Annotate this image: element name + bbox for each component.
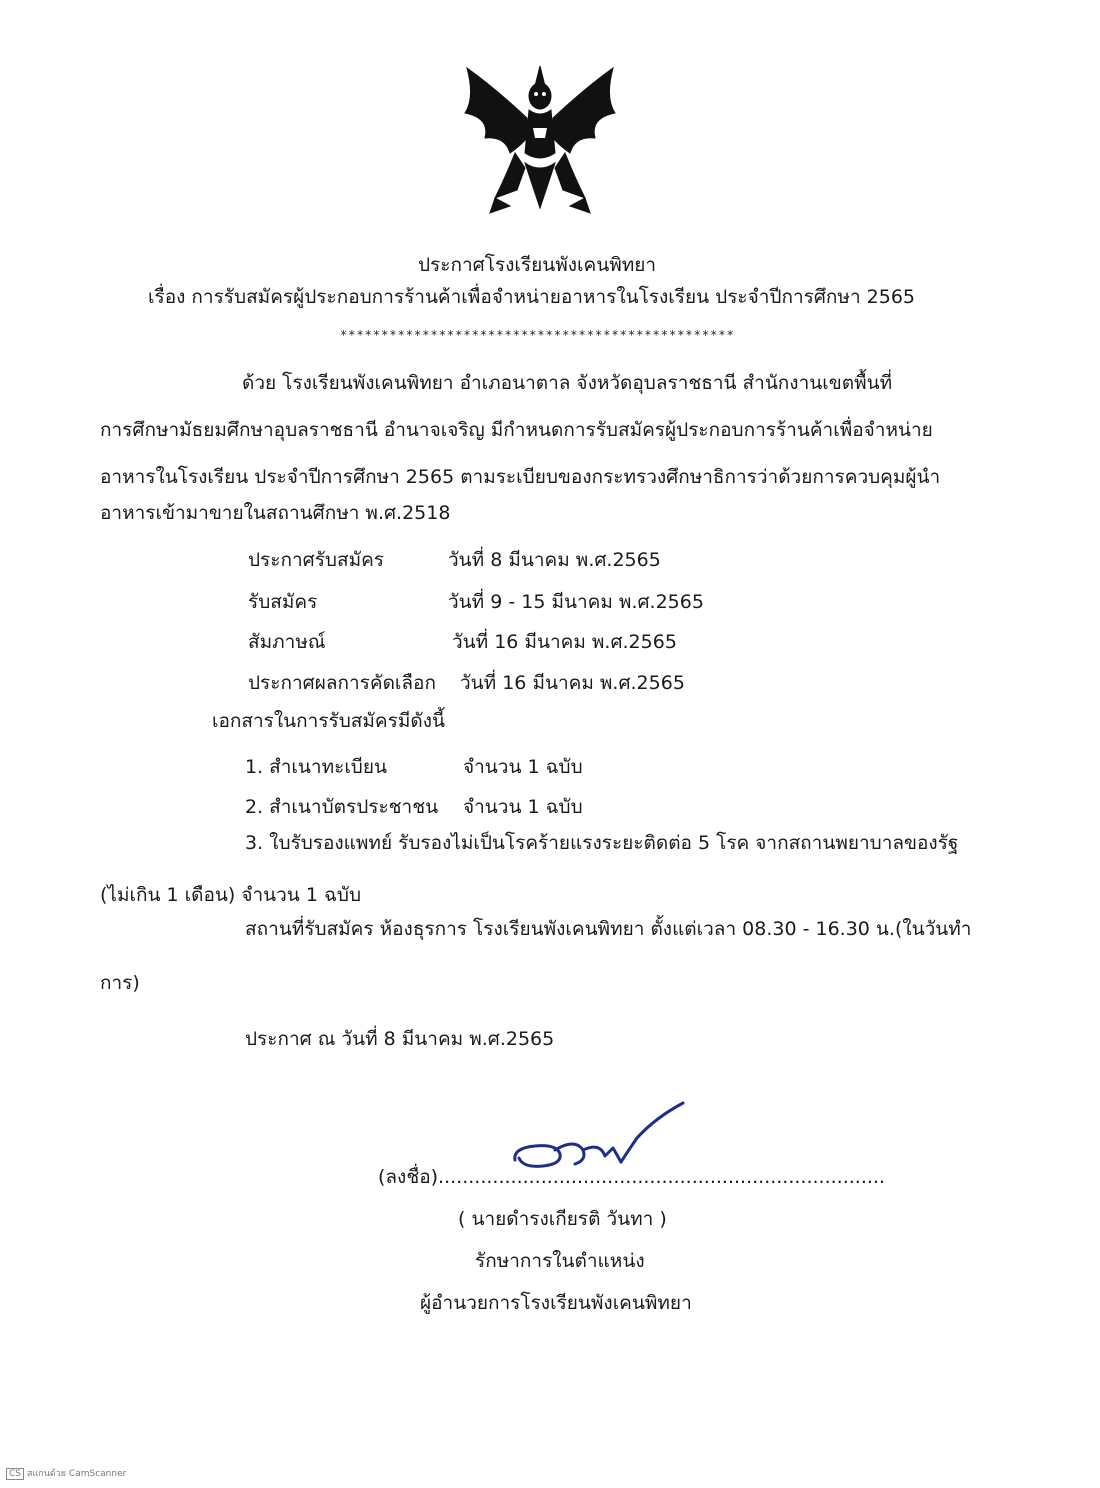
location-line-cont: การ) [100, 972, 140, 994]
schedule-label: รับสมัคร [248, 591, 318, 613]
schedule-value: วันที่ 9 - 15 มีนาคม พ.ศ.2565 [448, 591, 704, 613]
schedule-value: วันที่ 16 มีนาคม พ.ศ.2565 [460, 672, 685, 694]
signer-position: รักษาการในตำแหน่ง [475, 1250, 645, 1272]
paragraph-line: อาหารในโรงเรียน ประจำปีการศึกษา 2565 ตามระเบียบของกระทรวงศึกษาธิการว่าด้วยการควบคุมผู้นำ [100, 466, 941, 488]
document-value: จำนวน 1 ฉบับ [463, 756, 583, 778]
signer-name: ( นายดำรงเกียรติ วันทา ) [458, 1208, 667, 1230]
separator-stars: ************************************************ [340, 328, 735, 342]
signer-title: ผู้อำนวยการโรงเรียนพังเคนพิทยา [420, 1292, 692, 1314]
garuda-emblem-icon [455, 58, 625, 223]
schedule-value: วันที่ 8 มีนาคม พ.ศ.2565 [448, 549, 661, 571]
document-value: จำนวน 1 ฉบับ [463, 796, 583, 818]
paragraph-line: การศึกษามัธยมศึกษาอุบลราชธานี อำนาจเจริญ มีกำหนดการรับสมัครผู้ประกอบการร้านค้าเพื่อจำหน่าย [100, 419, 933, 441]
document-label: 1. สำเนาทะเบียน [245, 756, 387, 778]
location-line: สถานที่รับสมัคร ห้องธุรการ โรงเรียนพังเคนพิทยา ตั้งแต่เวลา 08.30 - 16.30 น.(ในวันทำ [245, 918, 972, 940]
paragraph-line: ด้วย โรงเรียนพังเคนพิทยา อำเภอนาตาล จังหวัดอุบลราชธานี สำนักงานเขตพื้นที่ [242, 372, 893, 394]
documents-heading: เอกสารในการรับสมัครมีดังนี้ [212, 710, 445, 732]
scanner-watermark [6, 1466, 126, 1480]
document-label: 2. สำเนาบัตรประชาชน [245, 796, 439, 818]
paragraph-line: อาหารเข้ามาขายในสถานศึกษา พ.ศ.2518 [100, 502, 451, 524]
announcement-title: ประกาศโรงเรียนพังเคนพิทยา [418, 254, 657, 276]
announce-date: ประกาศ ณ วันที่ 8 มีนาคม พ.ศ.2565 [245, 1028, 555, 1050]
schedule-label: สัมภาษณ์ [248, 631, 326, 653]
schedule-label: ประกาศรับสมัคร [248, 549, 385, 571]
camscanner-icon: CS [6, 1468, 24, 1480]
announcement-subject: เรื่อง การรับสมัครผู้ประกอบการร้านค้าเพื่อจำหน่ายอาหารในโรงเรียน ประจำปีการศึกษา 2565 [148, 286, 916, 308]
document-item-3: 3. ใบรับรองแพทย์ รับรองไม่เป็นโรคร้ายแรงระยะติดต่อ 5 โรค จากสถานพยาบาลของรัฐ [245, 832, 959, 854]
document-item-3-cont: (ไม่เกิน 1 เดือน) จำนวน 1 ฉบับ [100, 884, 362, 906]
schedule-value: วันที่ 16 มีนาคม พ.ศ.2565 [452, 631, 677, 653]
schedule-label: ประกาศผลการคัดเลือก [248, 672, 436, 694]
watermark-text: สแกนด้วย CamScanner [27, 1469, 127, 1479]
signature-line: (ลงชื่อ).......................................................................... [378, 1166, 885, 1188]
